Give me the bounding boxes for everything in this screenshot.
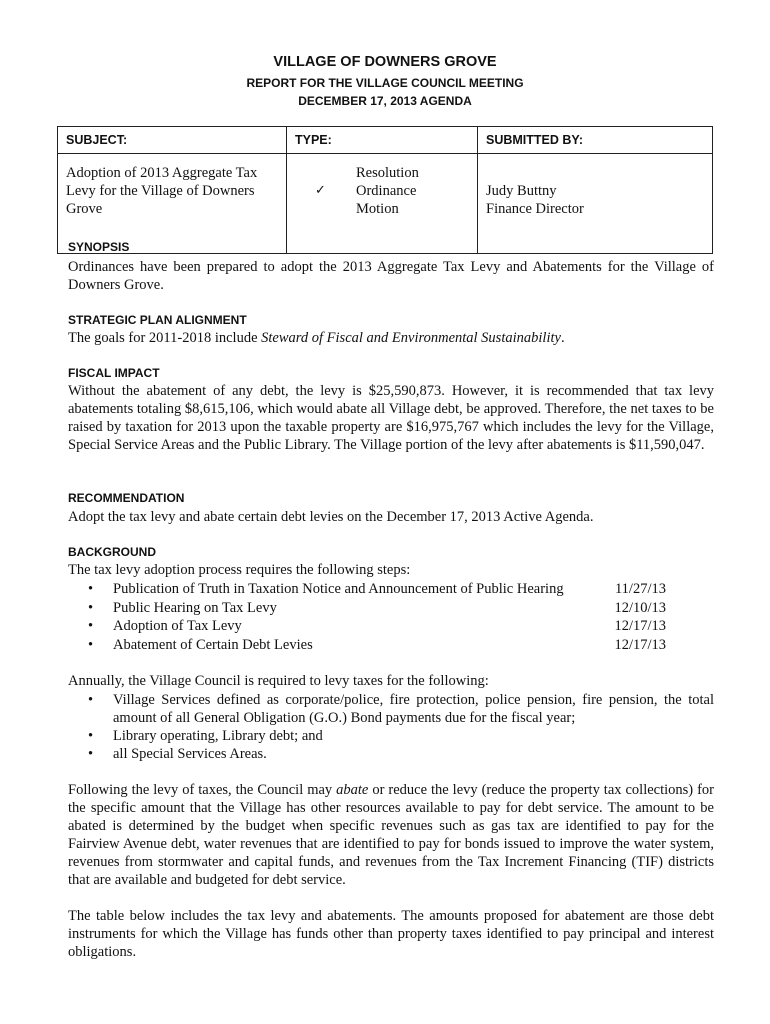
type-option-motion: Motion: [356, 201, 399, 217]
step-date: 12/17/13: [614, 618, 666, 634]
list-item: [68, 691, 714, 727]
strategic-text-after: .: [560, 330, 565, 346]
list-item: [68, 580, 688, 599]
abatement-term: abate: [336, 782, 369, 798]
fiscal-impact-heading: FISCAL IMPACT: [68, 366, 160, 380]
steps-list: [68, 580, 688, 654]
strategic-plan-text: [68, 329, 714, 347]
list-item: [68, 636, 688, 655]
subject-line: Levy for the Village of Downers: [66, 183, 255, 199]
subject-label: SUBJECT:: [58, 127, 287, 154]
list-item: [68, 745, 714, 763]
bullet-icon: •: [88, 599, 94, 616]
list-item: [68, 599, 688, 618]
annual-item-text: Library operating, Library debt; and: [113, 728, 323, 744]
abatement-text-after: or reduce the levy (reduce the property tax collections) for the specific amount that the Village has other resources available to pay for debt service. The amount to be abated is determined by the budget when specific revenues such as gas tax are identified to pay for the Fairview Avenue debt, water revenues that are identified to pay for bonds issued to improve the water system, revenues from stormwater and capital funds, and revenues from the Tax Increment Financing (TIF) districts that are available and budgeted for debt service.: [68, 782, 714, 888]
synopsis-heading: SYNOPSIS: [68, 240, 130, 254]
bullet-icon: •: [88, 636, 94, 653]
list-item: [68, 727, 714, 745]
info-table-body-row: [58, 154, 713, 254]
document-subtitle: REPORT FOR THE VILLAGE COUNCIL MEETING: [246, 76, 524, 90]
submitter-title: Finance Director: [486, 201, 584, 217]
bullet-icon: •: [88, 618, 94, 634]
agenda-date: DECEMBER 17, 2013 AGENDA: [298, 94, 472, 108]
step-date: 11/27/13: [614, 581, 666, 597]
bullet-icon: •: [88, 746, 94, 762]
strategic-goal-name: Steward of Fiscal and Environmental Sustainability: [261, 330, 561, 346]
annual-items-list: [68, 691, 714, 763]
bullet-icon: •: [88, 692, 94, 708]
abatement-text-before: Following the levy of taxes, the Council may: [68, 782, 337, 798]
background-intro: The tax levy adoption process requires the following steps:: [68, 562, 411, 578]
annual-item-text: all Special Services Areas.: [113, 746, 267, 762]
submitted-by-cell: [478, 154, 713, 254]
type-label: TYPE:: [287, 127, 478, 154]
step-label: Public Hearing on Tax Levy: [113, 599, 277, 616]
abatement-paragraph: [68, 781, 714, 889]
synopsis-text: Ordinances have been prepared to adopt the 2013 Aggregate Tax Levy and Abatements for the Village of Downers Grove.: [68, 259, 714, 293]
recommendation-heading: RECOMMENDATION: [68, 491, 185, 505]
info-table: [57, 126, 713, 254]
list-item: [68, 617, 688, 636]
document-title: VILLAGE OF DOWNERS GROVE: [273, 54, 497, 70]
step-date: 12/17/13: [614, 636, 666, 653]
subject-line: Adoption of 2013 Aggregate Tax: [66, 165, 258, 181]
step-date: 12/10/13: [614, 599, 666, 616]
submitter-name: Judy Buttny: [486, 183, 557, 199]
background-heading: BACKGROUND: [68, 545, 156, 559]
table-note-paragraph: The table below includes the tax levy and abatements. The amounts proposed for abatement are those debt instruments for which the Village has funds other than property taxes identified to pay principal and interest obligations.: [68, 908, 714, 960]
recommendation-text: Adopt the tax levy and abate certain debt levies on the December 17, 2013 Active Agenda.: [68, 509, 594, 525]
checkmark-icon: ✓: [315, 183, 326, 198]
bullet-icon: •: [88, 728, 94, 744]
subject-line: Grove: [66, 201, 103, 217]
step-label: Abatement of Certain Debt Levies: [113, 636, 313, 653]
info-table-header-row: [58, 127, 713, 154]
annual-intro: Annually, the Village Council is required to levy taxes for the following:: [68, 673, 489, 689]
submitted-by-label: SUBMITTED BY:: [478, 127, 713, 154]
annual-item-text: Village Services defined as corporate/police, fire protection, police pension, fire pension, the total amount of all General Obligation (G.O.) Bond payments due for the fiscal year;: [113, 692, 714, 726]
strategic-text-before: The goals for 2011-2018 include: [68, 330, 262, 346]
bullet-icon: •: [88, 581, 94, 597]
step-label: Publication of Truth in Taxation Notice and Announcement of Public Hearing: [113, 581, 564, 597]
type-option-ordinance: Ordinance: [356, 183, 417, 199]
type-cell: [287, 154, 478, 254]
fiscal-impact-text: Without the abatement of any debt, the levy is $25,590,873. However, it is recommended that tax levy abatements totaling $8,615,106, which would abate all Village debt, be approved. Therefore, the net taxes to be raised by taxation for 2013 upon the taxable property are $16,975,767 which includes the levy for the Village, Special Service Areas and the Public Library. The Village portion of the levy after abatements is $11,590,047.: [68, 383, 714, 453]
subject-cell: [58, 154, 287, 254]
step-label: Adoption of Tax Levy: [113, 618, 242, 634]
strategic-plan-heading: STRATEGIC PLAN ALIGNMENT: [68, 313, 247, 327]
type-option-resolution: Resolution: [356, 165, 419, 181]
